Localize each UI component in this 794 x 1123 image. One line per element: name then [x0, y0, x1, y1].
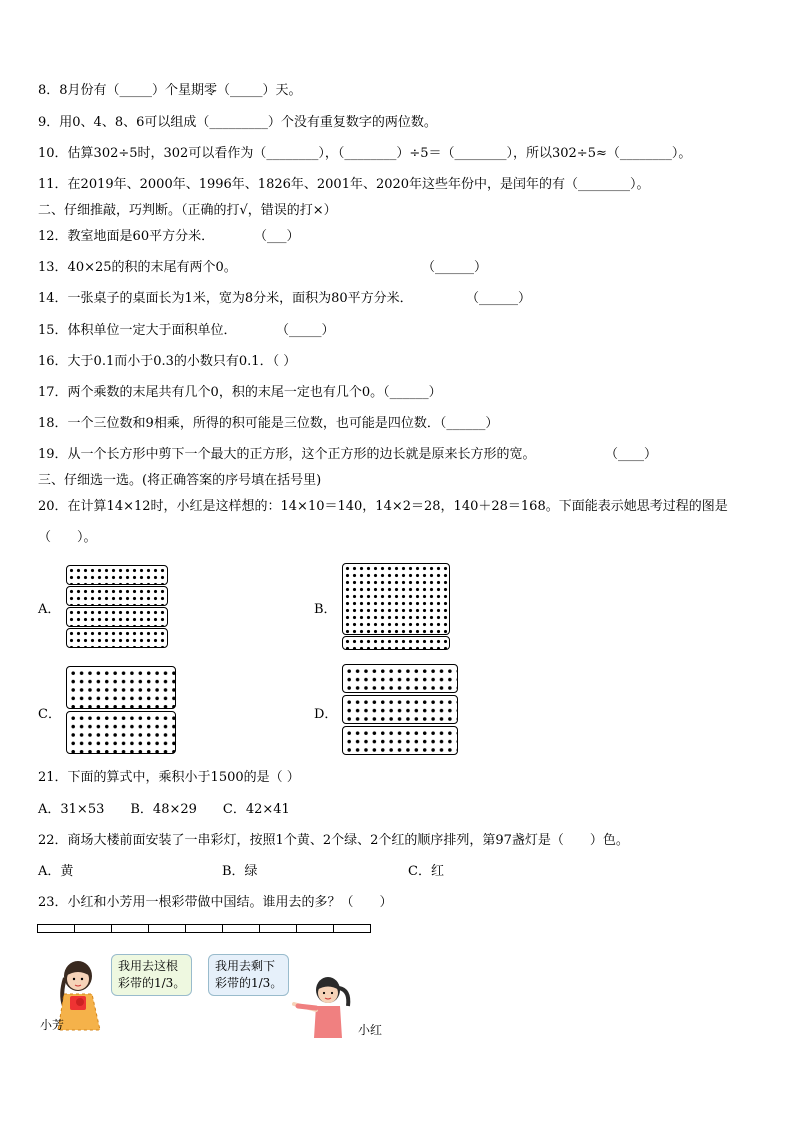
question-11: 11．在2019年、2000年、1996年、1826年、2001年、2020年这些年份中，是闰年的有（________）。: [38, 177, 650, 192]
dot-block: [342, 636, 450, 650]
name-xiaofang: 小芳: [40, 1018, 65, 1032]
question-22-option-a: A．黄: [38, 864, 74, 879]
question-14: 14．一张桌子的桌面长为1米，宽为8分米，面积为80平方分米．: [38, 291, 413, 306]
dot-block: [342, 563, 450, 635]
question-21: 21．下面的算式中，乘积小于1500的是（ ）: [38, 770, 300, 785]
question-8: 8．8月份有（_____）个星期零（_____）天。: [38, 83, 302, 98]
section-2-heading: 二、仔细推敲，巧判断。（正确的打√，错误的打×）: [38, 203, 337, 218]
option-a-label: A．: [38, 602, 61, 617]
question-15: 15．体积单位一定大于面积单位．: [38, 323, 237, 338]
question-22-option-c: C．红: [408, 864, 444, 879]
question-19-blank: （____）: [605, 447, 658, 462]
bubble-text: 彩带的1/3。: [215, 976, 283, 990]
question-22: 22．商场大楼前面安装了一串彩灯，按照1个黄、2个绿、2个红的顺序排列，第97盏灯是（ ）色。: [38, 833, 629, 848]
dot-block: [66, 711, 176, 754]
dot-block: [66, 666, 176, 709]
question-16: 16．大于0.1而小于0.3的小数只有0.1．（ ）: [38, 354, 297, 369]
dot-block: [342, 664, 458, 693]
option-b-label: B．: [314, 602, 337, 617]
dot-block: [66, 628, 168, 648]
question-20: 20．在计算14×12时，小红是这样想的：14×10＝140，14×2＝28，140＋28＝168。下面能表示她思考过程的图是: [38, 499, 728, 514]
question-18: 18．一个三位数和9相乘，所得的积可能是三位数，也可能是四位数．（______）: [38, 416, 499, 431]
question-13: 13．40×25的积的末尾有两个0。: [38, 260, 237, 275]
question-21-options: A．31×53 B．48×29 C．42×41: [38, 802, 290, 817]
question-9: 9．用0、4、8、6可以组成（_________）个没有重复数字的两位数。: [38, 115, 437, 130]
bubble-text: 我用去剩下: [215, 959, 276, 973]
question-13-blank: （______）: [422, 260, 488, 275]
question-12: 12．教室地面是60平方分米．: [38, 229, 215, 244]
question-14-blank: （______）: [466, 291, 532, 306]
speech-bubble-xiaofang: [111, 954, 192, 996]
dot-block: [342, 695, 458, 724]
question-22-option-b: B．绿: [222, 864, 258, 879]
ribbon-strip: [38, 924, 371, 933]
question-12-blank: （___）: [254, 229, 300, 244]
question-20-blank: （ ）。: [38, 530, 97, 545]
girl-xiaohong-illustration: [288, 974, 364, 1040]
dot-block: [342, 726, 458, 755]
option-d-label: D．: [314, 707, 338, 722]
bubble-text: 彩带的1/3。: [118, 976, 186, 990]
question-10: 10．估算302÷5时，302可以看作为（________），（________）÷5＝（________），所以302÷5≈（________）。: [38, 146, 692, 161]
bubble-text: 我用去这根: [118, 959, 179, 973]
question-19: 19．从一个长方形中剪下一个最大的正方形，这个正方形的边长就是原来长方形的宽。: [38, 447, 536, 462]
question-17: 17．两个乘数的末尾共有几个0，积的末尾一定也有几个0。（______）: [38, 385, 442, 400]
option-c-label: C．: [38, 707, 61, 722]
name-xiaohong: 小红: [358, 1023, 383, 1037]
dot-block: [66, 586, 168, 606]
question-15-blank: （_____）: [276, 323, 335, 338]
dot-block: [66, 565, 168, 585]
section-3-heading: 三、仔细选一选。(将正确答案的序号填在括号里): [38, 473, 322, 488]
speech-bubble-xiaohong: [208, 954, 289, 996]
question-23: 23．小红和小芳用一根彩带做中国结。谁用去的多？（ ）: [38, 895, 393, 910]
dot-block: [66, 607, 168, 627]
